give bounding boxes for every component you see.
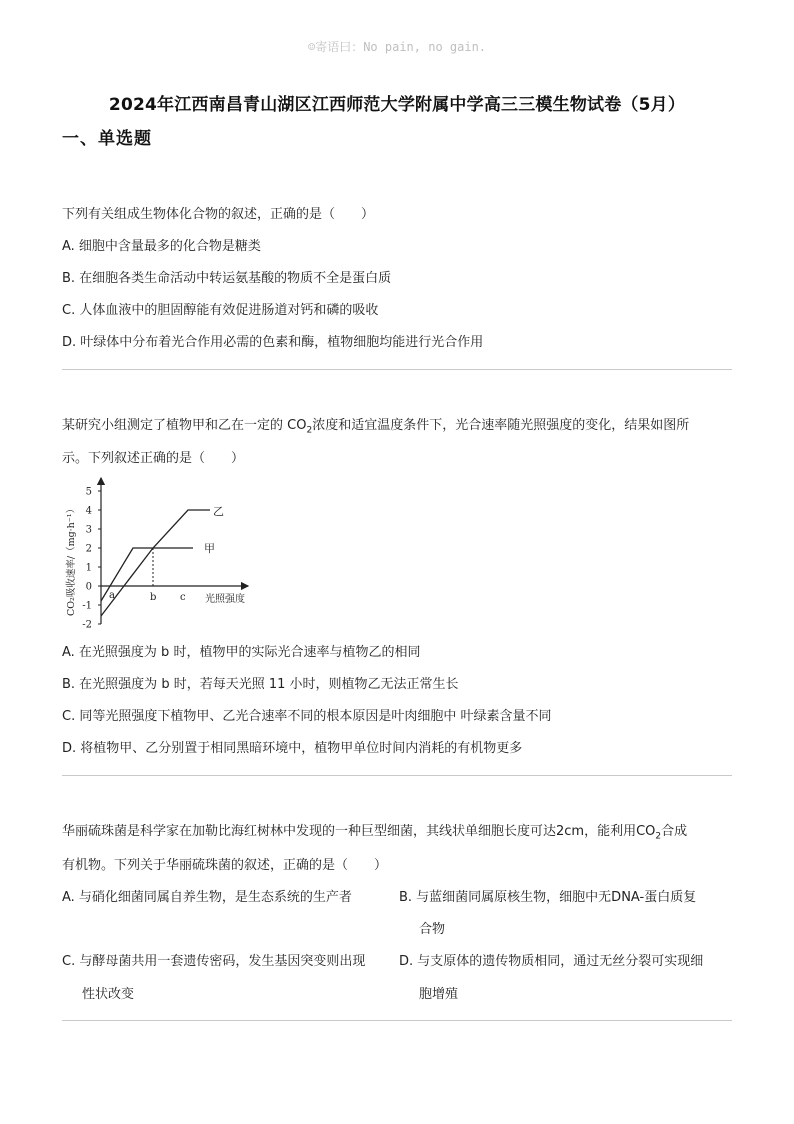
q1-option-a[interactable]: A. 细胞中含量最多的化合物是糖类 (62, 239, 261, 254)
y-tick-label: 2 (85, 543, 92, 555)
y-tick-label: 5 (85, 486, 92, 498)
x-tick-b: b (150, 592, 157, 603)
y-tick-label: 3 (85, 524, 92, 536)
q3-option-d[interactable]: D. 与支原体的遗传物质相同，通过无丝分裂可实现细 (399, 954, 704, 969)
question-2-stem-line2: 示。下列叙述正确的是（ ） (62, 451, 245, 466)
y-tick-label: -1 (82, 600, 92, 612)
q3-option-b-cont: 合物 (419, 922, 446, 937)
q2-option-b[interactable]: B. 在光照强度为 b 时，若每天光照 11 小时，则植物乙无法正常生长 (62, 677, 459, 692)
q2-option-a[interactable]: A. 在光照强度为 b 时，植物甲的实际光合速率与植物乙的相同 (62, 645, 421, 660)
q3-option-b[interactable]: B. 与蓝细菌同属原核生物，细胞中无DNA-蛋白质复 (399, 890, 697, 905)
q2-option-c[interactable]: C. 同等光照强度下植物甲、乙光合速率不同的根本原因是叶肉细胞中 叶绿素含量不同 (62, 709, 552, 724)
q2-option-d[interactable]: D. 将植物甲、乙分别置于相同黑暗环境中，植物甲单位时间内消耗的有机物更多 (62, 741, 523, 756)
series-yi-label: 乙 (213, 505, 224, 518)
divider (62, 1020, 732, 1021)
question-3-stem-line1: 华丽硫珠菌是科学家在加勒比海红树林中发现的一种巨型细菌，其线状单细胞长度可达2cm，能利用$CO_2$合成 (62, 824, 688, 842)
series-jia-label: 甲 (204, 542, 215, 555)
y-tick-label: -2 (82, 619, 92, 631)
divider (62, 775, 732, 776)
question-1-stem: 下列有关组成生物体化合物的叙述，正确的是（ ） (62, 207, 375, 222)
question-3-stem-line2: 有机物。下列关于华丽硫珠菌的叙述，正确的是（ ） (62, 858, 388, 873)
section-title: 一、单选题 (62, 129, 152, 149)
x-tick-c: c (180, 592, 186, 603)
y-axis-label: CO₂吸收速率/（mg·h⁻¹） (66, 503, 77, 616)
photosynthesis-chart (58, 474, 273, 634)
page-title: 2024年江西南昌青山湖区江西师范大学附属中学高三三模生物试卷（5月） (108, 95, 686, 115)
q1-option-b[interactable]: B. 在细胞各类生命活动中转运氨基酸的物质不全是蛋白质 (62, 271, 392, 286)
q3-option-c[interactable]: C. 与酵母菌共用一套遗传密码，发生基因突变则出现 (62, 954, 366, 969)
x-tick-a: a (109, 590, 115, 601)
divider (62, 369, 732, 370)
q3-option-c-cont: 性状改变 (82, 987, 135, 1002)
q3-option-d-cont: 胞增殖 (419, 987, 459, 1002)
question-2-stem-line1: 某研究小组测定了植物甲和乙在一定的 $CO_2$浓度和适宜温度条件下，光合速率随光照强度的变化，结果如图所 (62, 418, 690, 436)
y-tick-label: 0 (85, 581, 92, 593)
y-tick-label: 4 (85, 505, 92, 517)
q1-option-d[interactable]: D. 叶绿体中分布着光合作用必需的色素和酶，植物细胞均能进行光合作用 (62, 335, 484, 350)
y-tick-label: 1 (85, 562, 92, 574)
watermark: ☺寄语曰：No pain, no gain. (307, 40, 487, 54)
q1-option-c[interactable]: C. 人体血液中的胆固醇能有效促进肠道对钙和磷的吸收 (62, 303, 379, 318)
x-axis-label: 光照强度 (205, 594, 245, 605)
q3-option-a[interactable]: A. 与硝化细菌同属自养生物，是生态系统的生产者 (62, 890, 352, 905)
y-ticks (82, 487, 101, 631)
